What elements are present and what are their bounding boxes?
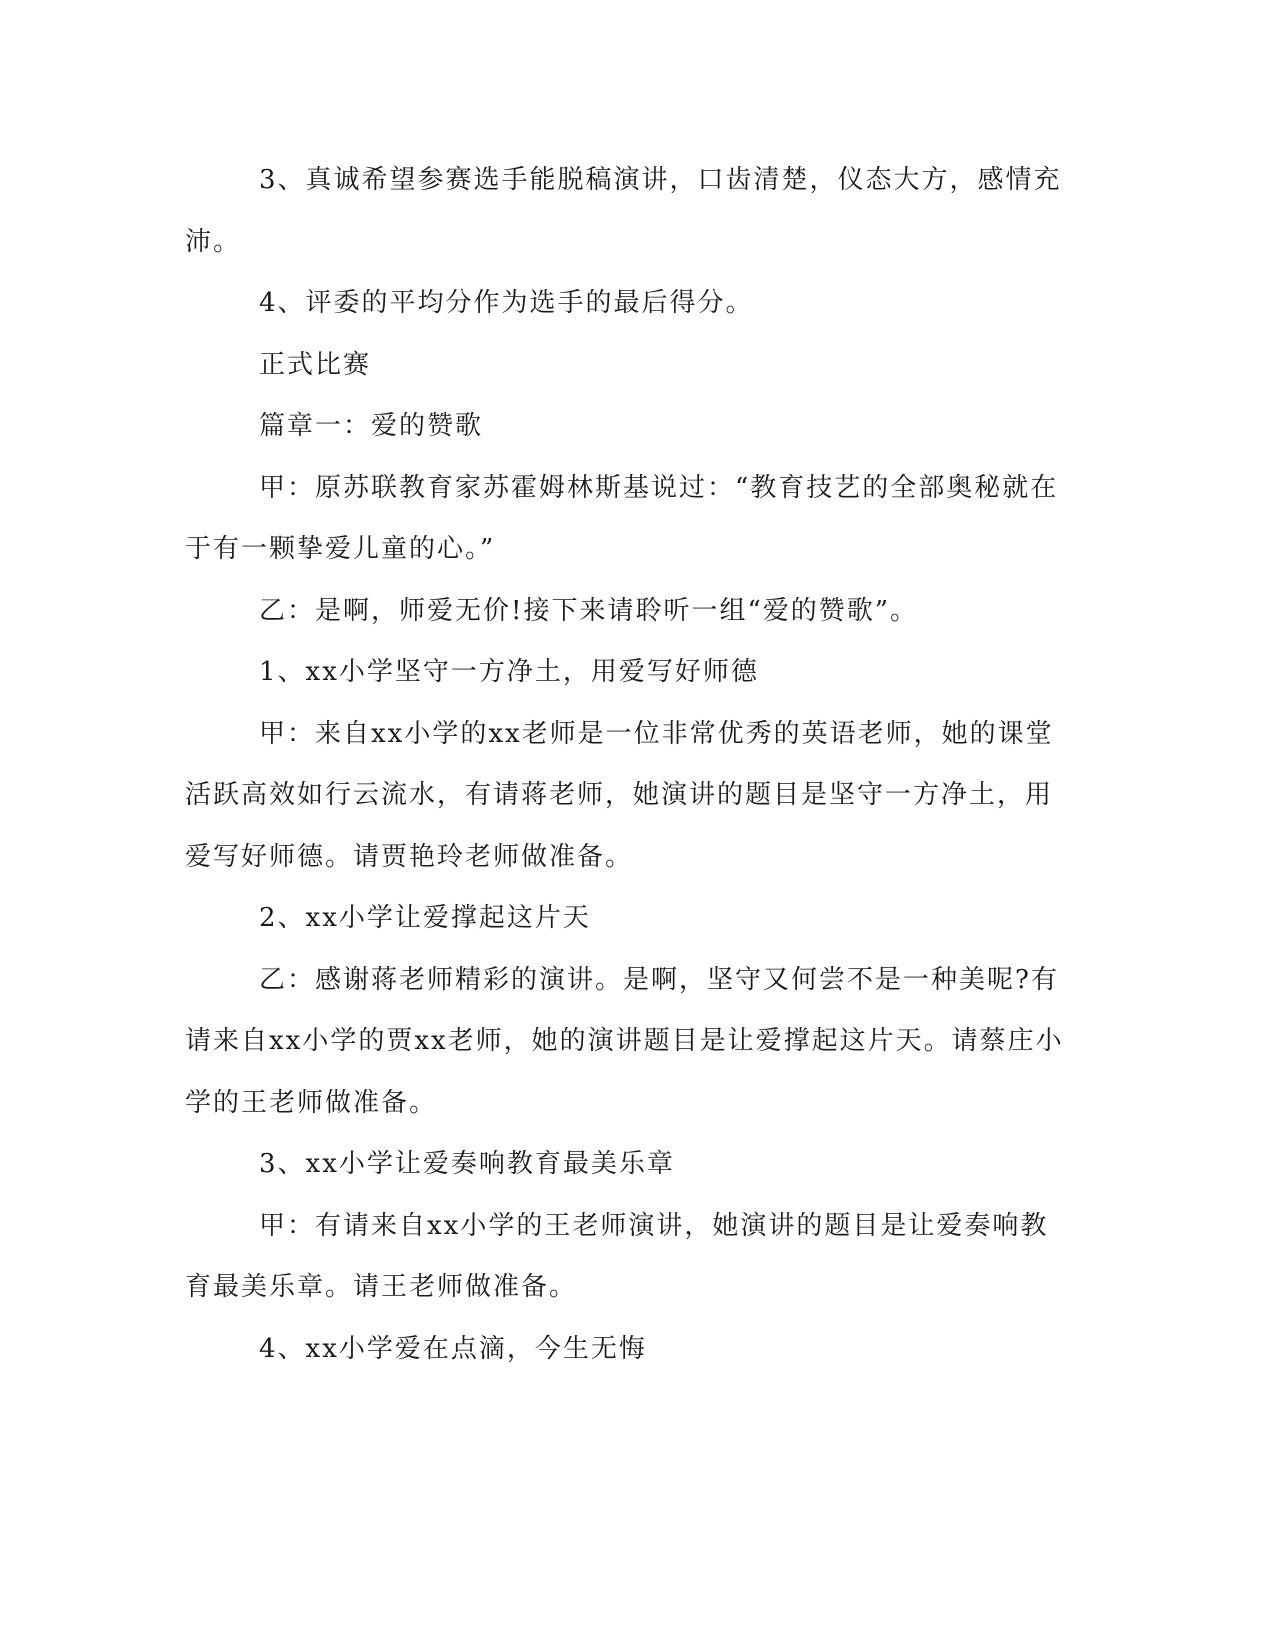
section-heading-formal-competition: 正式比赛 bbox=[259, 349, 372, 380]
paragraph-host-a-speaker-1: 甲：来自xx小学的xx老师是一位非常优秀的英语老师，她的课堂活跃高效如行云流水，有请蒋老师，她演讲的题目是坚守一方净土，用爱写好师德。请贾艳玲老师做准备。 bbox=[185, 718, 1054, 872]
document-body bbox=[185, 150, 1065, 1380]
speech-title-1: 1、xx小学坚守一方净土，用爱写好师德 bbox=[259, 657, 759, 687]
paragraph-rule-4: 4、评委的平均分作为选手的最后得分。 bbox=[259, 288, 754, 318]
paragraph-host-a-intro: 甲：原苏联教育家苏霍姆林斯基说过：“教育技艺的全部奥秘就在于有一颗挚爱儿童的心。” bbox=[185, 472, 1059, 564]
speech-title-4: 4、xx小学爱在点滴，今生无悔 bbox=[259, 1333, 647, 1364]
paragraph-host-a-speaker-3: 甲：有请来自xx小学的王老师演讲，她演讲的题目是让爱奏响教育最美乐章。请王老师做准备。 bbox=[185, 1210, 1049, 1302]
speech-title-2: 2、xx小学让爱撑起这片天 bbox=[259, 903, 591, 933]
chapter-heading: 篇章一：爱的赞歌 bbox=[259, 411, 484, 441]
paragraph-rule-3: 3、真诚希望参赛选手能脱稿演讲，口齿清楚，仪态大方，感情充沛。 bbox=[185, 165, 1062, 257]
paragraph-host-b-intro: 乙：是啊，师爱无价!接下来请聆听一组“爱的赞歌”。 bbox=[259, 595, 919, 626]
speech-title-3: 3、xx小学让爱奏响教育最美乐章 bbox=[259, 1149, 675, 1179]
paragraph-host-b-speaker-2: 乙：感谢蒋老师精彩的演讲。是啊，坚守又何尝不是一种美呢?有请来自xx小学的贾xx老师，她的演讲题目是让爱撑起这片天。请蔡庄小学的王老师做准备。 bbox=[185, 964, 1064, 1118]
